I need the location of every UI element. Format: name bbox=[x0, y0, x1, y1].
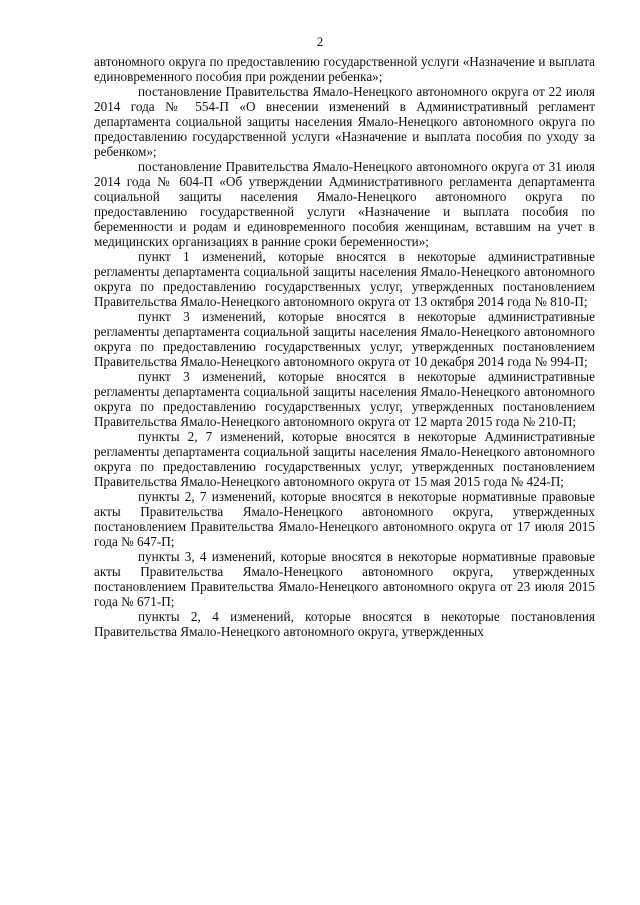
paragraph-items-671: пункты 3, 4 изменений, которые вносятся в некоторые нормативные правовые акты Правительства Ямало-Ненецкого автономного округа, утвержденных постановлением Правительства Ямало-Ненецкого автономного округа от 23 июля 2015 года № 671-П; bbox=[94, 549, 595, 609]
paragraph-resolution-554: постановление Правительства Ямало-Ненецкого автономного округа от 22 июля 2014 года № 554-П «О внесении изменений в Административный регламент департамента социальной защиты населения Ямало-Ненецкого автономного округа по предоставлению государственной услуги «Назначение и выплата пособия по уходу за ребенком»; bbox=[94, 84, 595, 159]
paragraph-items-424: пункты 2, 7 изменений, которые вносятся в некоторые Административные регламенты департамента социальной защиты населения Ямало-Ненецкого автономного округа по предоставлению государственных услуг, утвержденных постановлением Правительства Ямало-Ненецкого автономного округа от 15 мая 2015 года № 424-П; bbox=[94, 429, 595, 489]
document-body bbox=[94, 54, 595, 639]
paragraph-continuation: автономного округа по предоставлению государственной услуги «Назначение и выплата единовременного пособия при рождении ребенка»; bbox=[94, 54, 595, 84]
paragraph-item-994: пункт 3 изменений, которые вносятся в некоторые административные регламенты департамента социальной защиты населения Ямало-Ненецкого автономного округа по предоставлению государственных услуг, утвержденных постановлением Правительства Ямало-Ненецкого автономного округа от 10 декабря 2014 года № 994-П; bbox=[94, 309, 595, 369]
paragraph-item-210: пункт 3 изменений, которые вносятся в некоторые административные регламенты департамента социальной защиты населения Ямало-Ненецкого автономного округа по предоставлению государственных услуг, утвержденных постановлением Правительства Ямало-Ненецкого автономного округа от 12 марта 2015 года № 210-П; bbox=[94, 369, 595, 429]
paragraph-resolution-604: постановление Правительства Ямало-Ненецкого автономного округа от 31 июля 2014 года № 604-П «Об утверждении Административного регламента департамента социальной защиты населения Ямало-Ненецкого автономного округа по предоставлению государственной услуги «Назначение и выплата пособия по беременности и родам и единовременного пособия женщинам, вставшим на учет в медицинских организациях в ранние сроки беременности»; bbox=[94, 159, 595, 249]
paragraph-items-last: пункты 2, 4 изменений, которые вносятся в некоторые постановления Правительства Ямало-Ненецкого автономного округа, утвержденных bbox=[94, 609, 595, 639]
paragraph-item-810: пункт 1 изменений, которые вносятся в некоторые административные регламенты департамента социальной защиты населения Ямало-Ненецкого автономного округа по предоставлению государственных услуг, утвержденных постановлением Правительства Ямало-Ненецкого автономного округа от 13 октября 2014 года № 810-П; bbox=[94, 249, 595, 309]
paragraph-items-647: пункты 2, 7 изменений, которые вносятся в некоторые нормативные правовые акты Правительства Ямало-Ненецкого автономного округа, утвержденных постановлением Правительства Ямало-Ненецкого автономного округа от 17 июля 2015 года № 647-П; bbox=[94, 489, 595, 549]
page-number: 2 bbox=[316, 34, 324, 49]
